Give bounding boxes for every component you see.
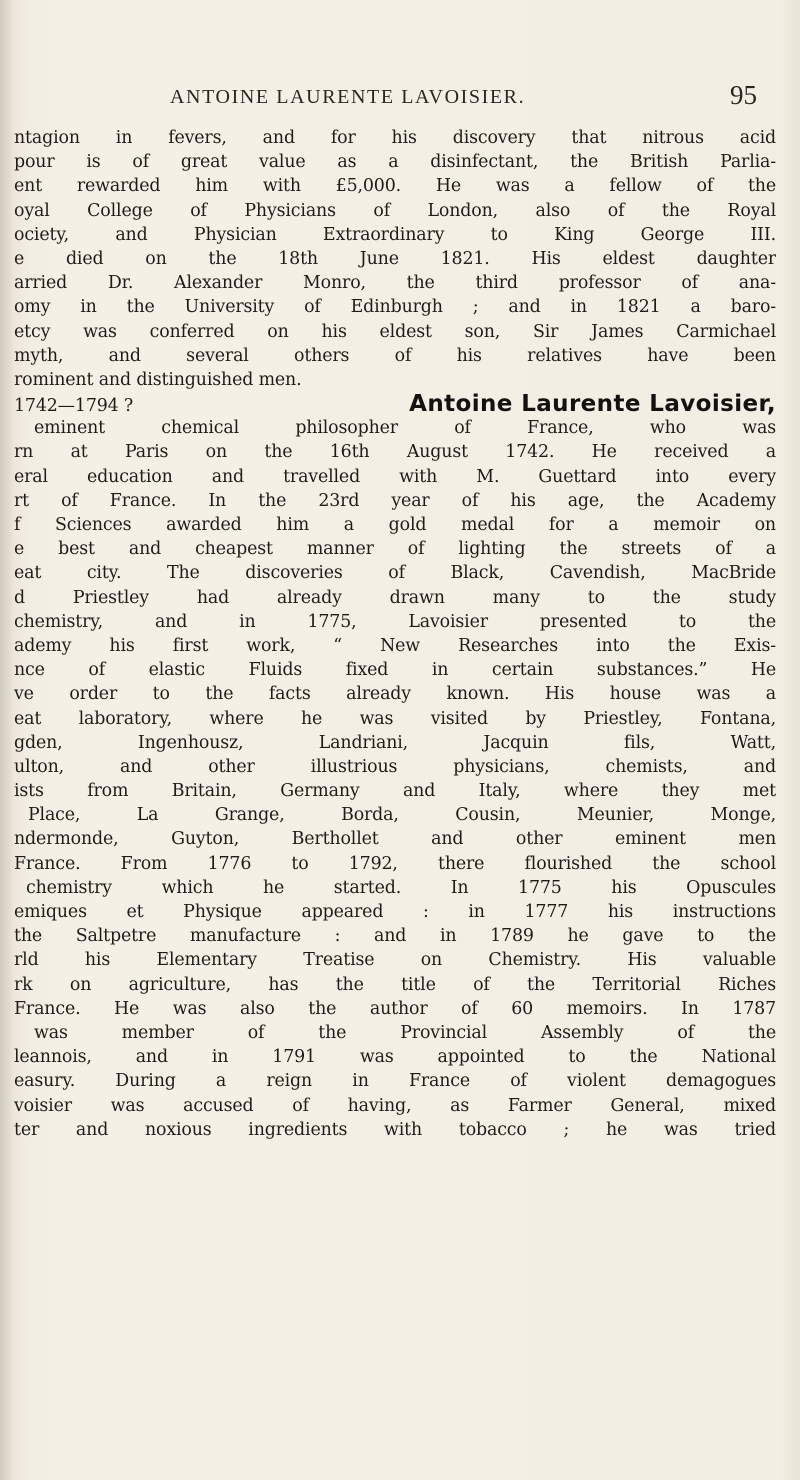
text-line: omy in the University of Edinburgh ; and in 1821 a baro- (14, 297, 776, 318)
text-line: rld his Elementary Treatise on Chemistry. His valuable (14, 950, 776, 971)
text-line: pour is of great value as a disinfectant, the British Parlia- (14, 152, 776, 173)
running-title: ANTOINE LAURENTE LAVOISIER. (170, 86, 526, 108)
text-line: emiques et Physique appeared : in 1777 his instructions (14, 902, 776, 922)
text-line: chemistry which he started. In 1775 his Opuscules (26, 877, 776, 898)
binding-gutter-shadow (0, 0, 14, 1480)
text-line: ociety, and Physician Extraordinary to King George III. (14, 224, 776, 245)
text-line: ter and noxious ingredients with tobacco ; he was tried (14, 1119, 776, 1140)
body-text (14, 126, 776, 1142)
entry-name: Antoine Laurente Lavoisier, (409, 392, 776, 417)
text-line: eral education and travelled with M. Guettard into every (14, 466, 776, 487)
text-line: the Saltpetre manufacture : and in 1789 he gave to the (14, 926, 776, 947)
text-line: gden, Ingenhousz, Landriani, Jacquin fils, Watt, (14, 732, 776, 753)
text-line: was member of the Provincial Assembly of the (34, 1022, 776, 1043)
text-line: rn at Paris on the 16th August 1742. He received a (14, 442, 776, 463)
text-line: easury. During a reign in France of violent demagogues (14, 1071, 776, 1092)
text-line: oyal College of Physicians of London, also of the Royal (14, 200, 776, 221)
text-line: rt of France. In the 23rd year of his age, the Academy (14, 490, 776, 511)
text-line: e best and cheapest manner of lighting the streets of a (14, 539, 776, 560)
text-line: ademy his first work, “ New Researches into the Exis- (14, 635, 776, 656)
entry-dates: 1742—1794 ? (14, 396, 134, 417)
page-number: 95 (730, 80, 757, 110)
entry-heading (14, 392, 776, 416)
text-line: myth, and several others of his relatives have been (14, 345, 776, 366)
text-line: ent rewarded him with £5,000. He was a fellow of the (14, 176, 776, 197)
text-line: f Sciences awarded him a gold medal for a memoir on (14, 515, 776, 535)
page-header (0, 80, 800, 116)
text-line: ists from Britain, Germany and Italy, where they met (14, 781, 776, 802)
text-line: nce of elastic Fluids fixed in certain substances.” He (14, 660, 776, 681)
text-line: ve order to the facts already known. His house was a (14, 684, 776, 705)
text-line: arried Dr. Alexander Monro, the third professor of ana- (14, 273, 776, 294)
text-line: ndermonde, Guyton, Berthollet and other eminent men (14, 829, 776, 850)
text-line: d Priestley had already drawn many to the study (14, 587, 776, 608)
text-line: France. From 1776 to 1792, there flourished the school (14, 853, 776, 874)
text-line: ntagion in fevers, and for his discovery that nitrous acid (14, 128, 776, 148)
text-line: leannois, and in 1791 was appointed to the National (14, 1047, 776, 1068)
text-line: rk on agriculture, has the title of the Territorial Riches (14, 974, 776, 995)
text-line: eat laboratory, where he was visited by Priestley, Fontana, (14, 708, 776, 729)
text-line: eat city. The discoveries of Black, Cavendish, MacBride (14, 563, 776, 584)
text-line: France. He was also the author of 60 memoirs. In 1787 (14, 998, 776, 1019)
text-line: chemistry, and in 1775, Lavoisier presented to the (14, 611, 776, 632)
text-line: e died on the 18th June 1821. His eldest daughter (14, 248, 776, 269)
text-line: etcy was conferred on his eldest son, Sir James Carmichael (14, 321, 776, 342)
text-line: ulton, and other illustrious physicians, chemists, and (14, 756, 776, 777)
text-line: voisier was accused of having, as Farmer General, mixed (14, 1095, 776, 1116)
text-line: eminent chemical philosopher of France, who was (34, 418, 776, 439)
text-line: Place, La Grange, Borda, Cousin, Meunier, Monge, (28, 805, 776, 826)
text-line-last: rominent and distinguished men. (14, 369, 302, 390)
